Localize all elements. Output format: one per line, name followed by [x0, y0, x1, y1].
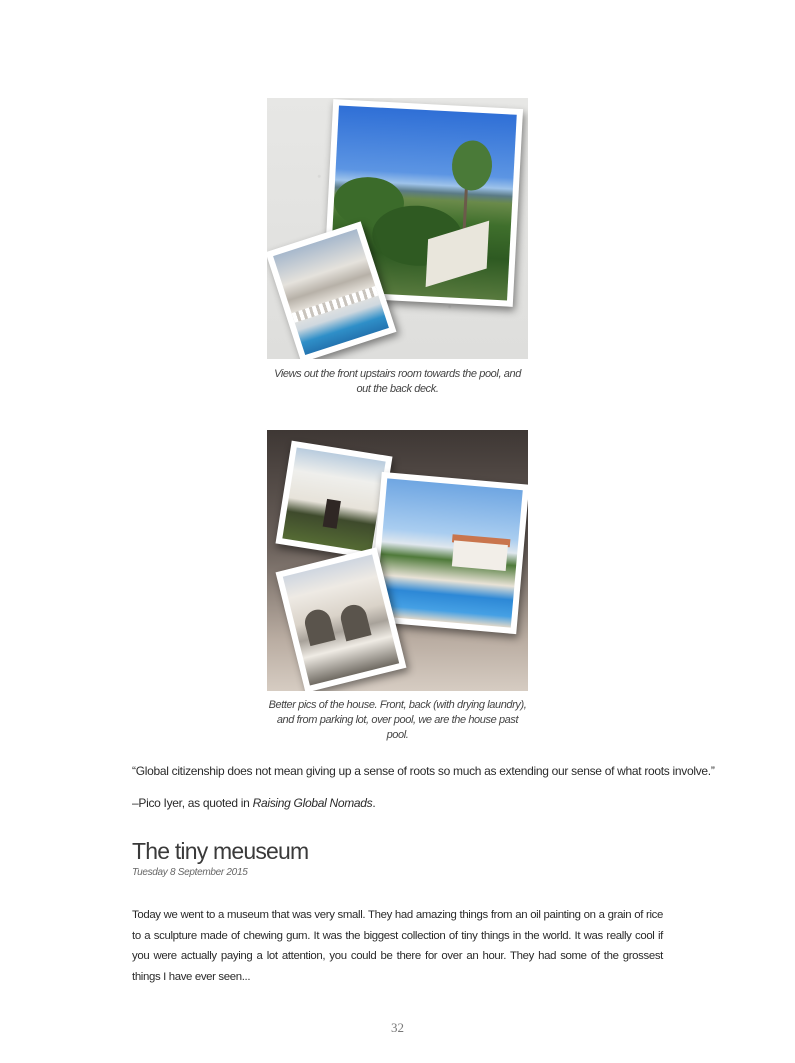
page-number: 32	[391, 1020, 404, 1035]
attribution-prefix: –Pico Iyer, as quoted in	[132, 796, 253, 810]
post-date: Tuesday 8 September 2015	[132, 867, 248, 878]
photo-house-over-pool	[369, 472, 528, 634]
photo-collage-pool-views	[267, 98, 528, 359]
figure-caption-1: Views out the front upstairs room towards the pool, and out the back deck.	[274, 368, 521, 395]
post-body: Today we went to a museum that was very small. They had amazing things from an oil painting on a grain of rice to a sculpture made of chewing gum. It was the biggest collection of tiny things in the world. It was really cool if you were actually paying a lot attention, you could be there for over an hour. They had some of the grossest things I have ever seen...	[132, 909, 663, 983]
photo-collage-house	[267, 430, 528, 691]
figure-caption-2: Better pics of the house. Front, back (with drying laundry), and from parking lot, over pool, we are the house past pool.	[268, 699, 527, 741]
post-title: The tiny meuseum	[132, 838, 309, 864]
quote-text: “Global citizenship does not mean giving up a sense of roots so much as extending our sense of what roots involve.”	[132, 764, 715, 778]
quote-attribution	[132, 796, 732, 810]
attribution-book-title: Raising Global Nomads	[252, 796, 373, 810]
attribution-suffix: .	[372, 796, 376, 810]
